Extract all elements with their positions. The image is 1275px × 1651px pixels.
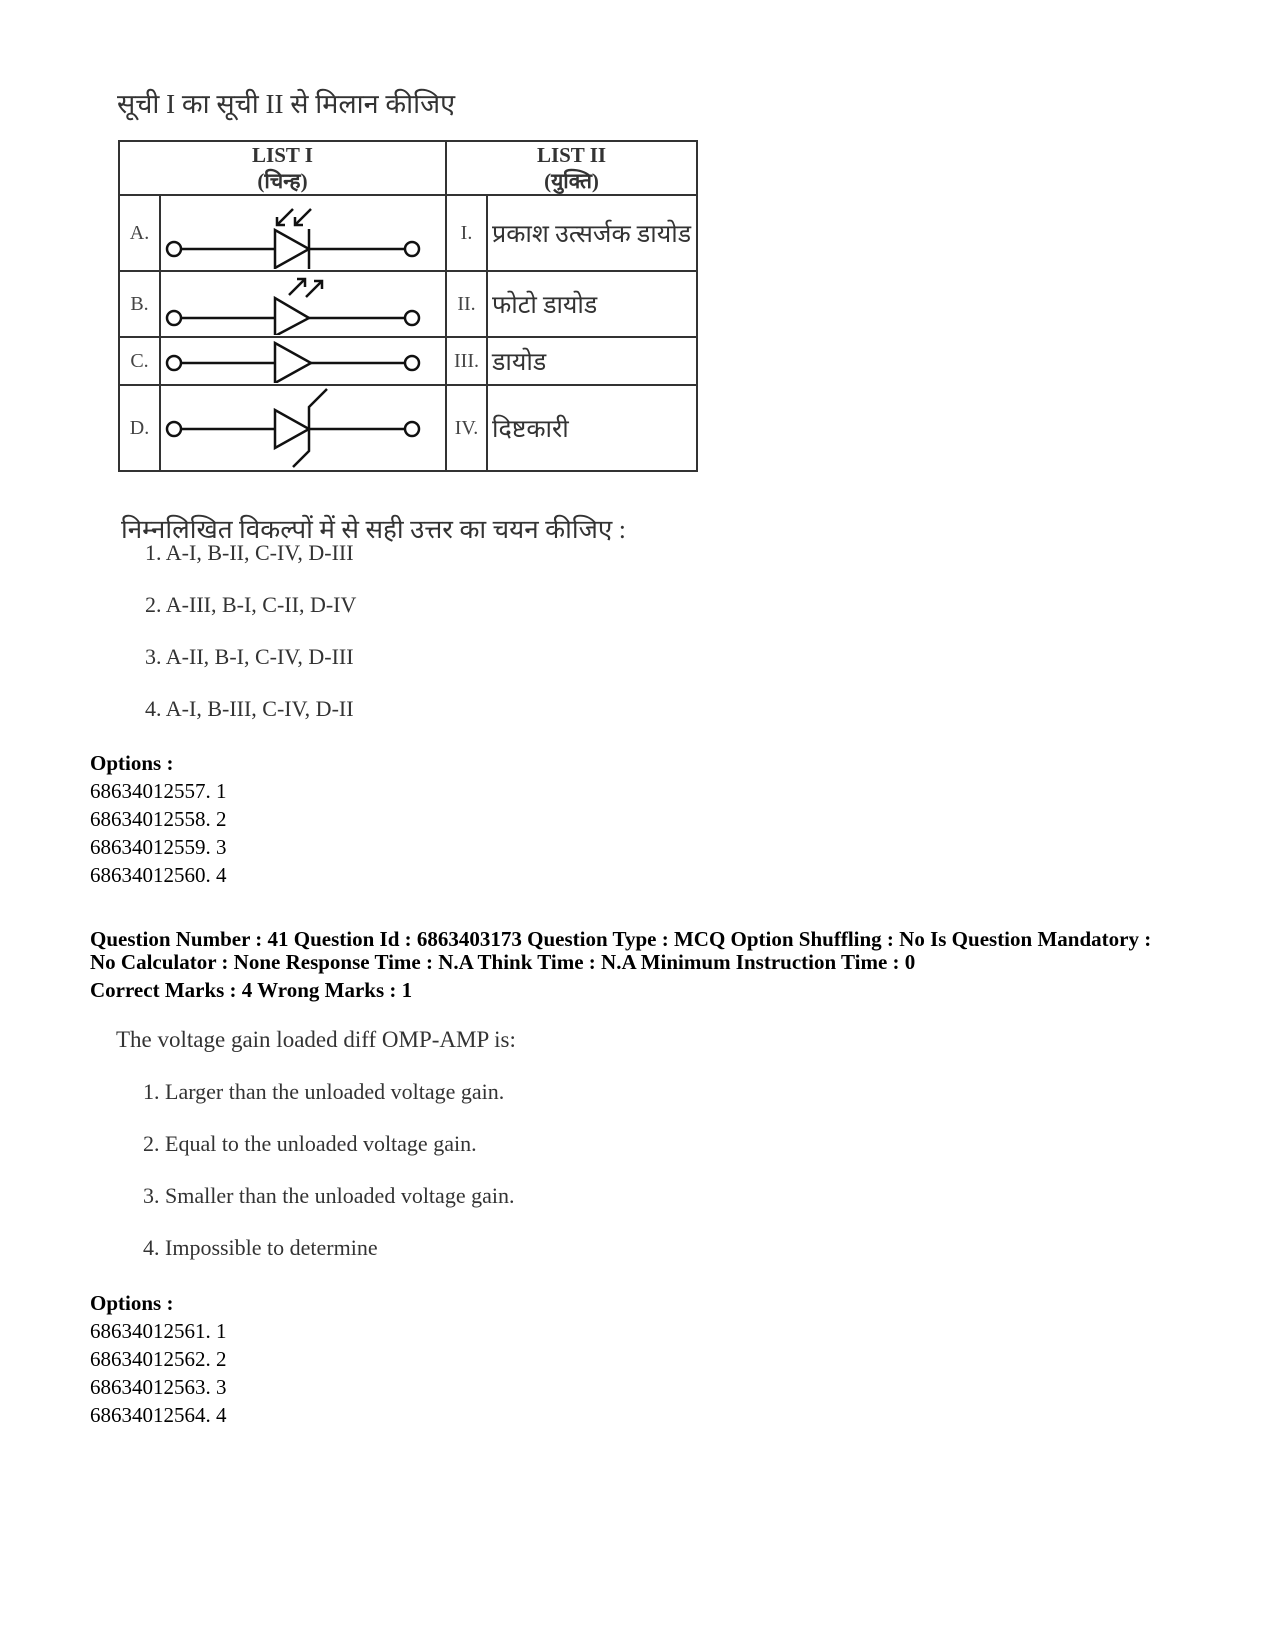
option-id: 68634012562. 2: [90, 1347, 227, 1371]
options-heading: Options :: [90, 1291, 174, 1315]
row-label: A.: [119, 195, 160, 271]
row-label: II.: [446, 271, 487, 337]
zener-diode-symbol: [160, 385, 446, 471]
option-id: 68634012558. 2: [90, 807, 227, 831]
matching-table: [118, 140, 698, 472]
table-row: [119, 195, 697, 271]
table-row: [119, 385, 697, 471]
question-meta: No Calculator : None Response Time : N.A Think Time : N.A Minimum Instruction Time : 0: [90, 950, 916, 974]
device-name: प्रकाश उत्सर्जक डायोड: [487, 195, 697, 271]
row-label: III.: [446, 337, 487, 385]
choice-item: 2. A-III, B-I, C-II, D-IV: [145, 592, 357, 617]
choice-item: 1. A-I, B-II, C-IV, D-III: [145, 540, 354, 565]
option-id: 68634012560. 4: [90, 863, 227, 887]
light-emitting-diode-symbol: [160, 195, 446, 271]
option-id: 68634012557. 1: [90, 779, 227, 803]
row-label: I.: [446, 195, 487, 271]
option-id: 68634012559. 3: [90, 835, 227, 859]
table-row: [119, 337, 697, 385]
row-label: C.: [119, 337, 160, 385]
diode-symbol: [160, 337, 446, 385]
choice-item: 4. A-I, B-III, C-IV, D-II: [145, 696, 354, 721]
question-title: सूची I का सूची II से मिलान कीजिए: [117, 89, 456, 119]
photo-diode-symbol: [160, 271, 446, 337]
choice-item: 3. A-II, B-I, C-IV, D-III: [145, 644, 354, 669]
options-heading: Options :: [90, 751, 174, 775]
row-label: IV.: [446, 385, 487, 471]
choice-item: 4. Impossible to determine: [143, 1235, 378, 1260]
option-id: 68634012563. 3: [90, 1375, 227, 1399]
question-marks: Correct Marks : 4 Wrong Marks : 1: [90, 978, 413, 1002]
option-id: 68634012561. 1: [90, 1319, 227, 1343]
choice-item: 3. Smaller than the unloaded voltage gain.: [143, 1183, 515, 1208]
device-name: डायोड: [487, 337, 697, 385]
choice-item: 1. Larger than the unloaded voltage gain.: [143, 1079, 505, 1104]
question-meta: Question Number : 41 Question Id : 6863403173 Question Type : MCQ Option Shuffling : No Is Question Mandatory :: [90, 927, 1152, 951]
device-name: दिष्टकारी: [487, 385, 697, 471]
device-name: फोटो डायोड: [487, 271, 697, 337]
instruction-text: निम्नलिखित विकल्पों में से सही उत्तर का चयन कीजिए :: [121, 515, 626, 544]
question-text: The voltage gain loaded diff OMP-AMP is:: [116, 1027, 516, 1052]
option-id: 68634012564. 4: [90, 1403, 227, 1427]
choice-item: 2. Equal to the unloaded voltage gain.: [143, 1131, 477, 1156]
row-label: B.: [119, 271, 160, 337]
list1-header: LIST I (चिन्ह): [119, 141, 446, 195]
table-row: [119, 271, 697, 337]
list2-header: LIST II (युक्ति): [446, 141, 697, 195]
row-label: D.: [119, 385, 160, 471]
